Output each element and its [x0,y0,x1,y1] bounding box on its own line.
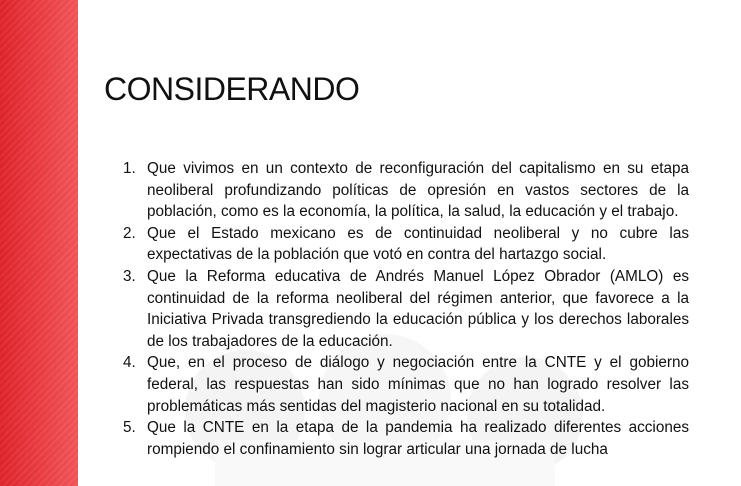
item-number: 5. [123,419,136,437]
page-title: CONSIDERANDO [104,71,360,107]
considerando-list [123,158,689,460]
item-number: 1. [123,160,136,177]
item-number: 2. [123,224,136,242]
item-number: 3. [123,267,136,285]
red-side-band [0,0,78,486]
item-text: Que el Estado mexicano es de continuidad neoliberal y no cubre las expectativas de la población que votó en contra del hartazgo social. [147,224,689,264]
list-item [123,223,689,266]
item-text: Que la Reforma educativa de Andrés Manuel López Obrador (AMLO) es continuidad de la reforma neoliberal del régimen anterior, que favorece a la Iniciativa Privada transgrediendo la educación pública y los derechos laborales de los trabajadores de la educación. [147,267,689,350]
list-item [123,352,689,417]
item-text: Que la CNTE en la etapa de la pandemia ha realizado diferentes acciones rompiendo el confinamiento sin lograr articular una jornada de lucha [147,419,689,458]
list-item [123,266,689,352]
item-text: Que, en el proceso de diálogo y negociación entre la CNTE y el gobierno federal, las respuestas han sido mínimas que no han logrado resolver las problemáticas más sentidas del magisterio nacional en su totalidad. [147,354,689,415]
list-item [123,417,689,460]
list-item [123,158,689,223]
item-number: 4. [123,354,136,372]
item-text: Que vivimos en un contexto de reconfiguración del capitalismo en su etapa neoliberal profundizando políticas de opresión en vastos sectores de la población, como es la economía, la política, la salud, la educación y el trabajo. [147,160,689,221]
